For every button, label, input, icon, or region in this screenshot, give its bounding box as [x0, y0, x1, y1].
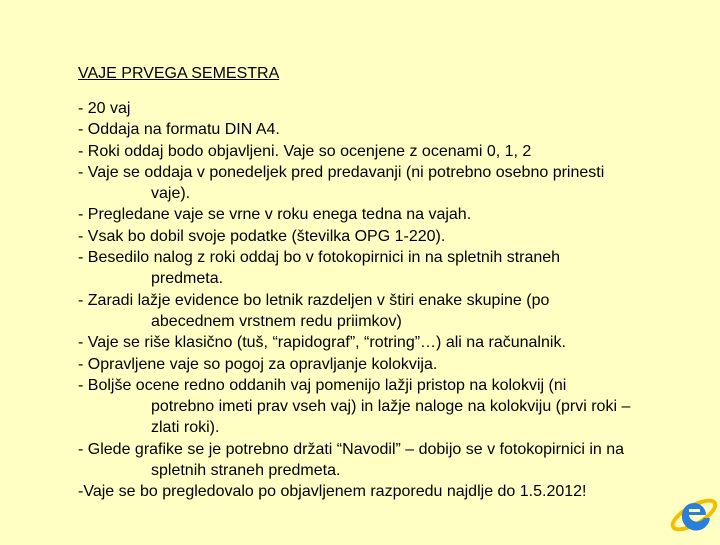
- list-item: - Glede grafike se je potrebno držati “Navodil” – dobijo se v fotokopirnici in na: [78, 440, 625, 458]
- list-item: - Besedilo nalog z roki oddaj bo v fotokopirnici in na spletnih straneh: [78, 249, 561, 267]
- list-item: - Roki oddaj bodo objavljeni. Vaje so ocenjene z ocenami 0, 1, 2: [78, 142, 532, 160]
- list-item: - Oddaja na formatu DIN A4.: [78, 121, 280, 139]
- list-item: - 20 vaj: [78, 100, 131, 117]
- list-item: - Vsak bo dobil svoje podatke (številka OPG 1-220).: [78, 227, 446, 245]
- list-item: - Vaje se riše klasično (tuš, “rapidograf”, “rotring”…) ali na računalnik.: [78, 334, 566, 352]
- internet-explorer-icon: [668, 485, 720, 540]
- list-item: - Opravljene vaje so pogoj za opravljanje kolokvija.: [78, 355, 438, 373]
- list-item: - Boljše ocene redno oddanih vaj pomenijo lažji pristop na kolokvij (ni: [78, 376, 567, 394]
- bullet-list: [78, 98, 698, 503]
- list-item: spletnih straneh predmeta.: [151, 462, 341, 480]
- list-item: vaje).: [151, 185, 191, 203]
- list-item: potrebno imeti prav vseh vaj) in lažje naloge na kolokviju (prvi roki –: [151, 398, 631, 416]
- list-item: -Vaje se bo pregledovalo po objavljenem razporedu najdlje do 1.5.2012!: [78, 483, 587, 501]
- list-item: - Pregledane vaje se vrne v roku enega tedna na vajah.: [78, 206, 472, 224]
- list-item: - Zaradi lažje evidence bo letnik razdeljen v štiri enake skupine (po: [78, 291, 550, 309]
- list-item: - Vaje se oddaja v ponedeljek pred predavanji (ni potrebno osebno prinesti: [78, 163, 605, 181]
- list-item: predmeta.: [151, 270, 224, 288]
- list-item: abecednem vrstnem redu priimkov): [151, 312, 402, 330]
- slide-title: VAJE PRVEGA SEMESTRA: [78, 65, 280, 82]
- list-item: zlati roki).: [151, 419, 220, 437]
